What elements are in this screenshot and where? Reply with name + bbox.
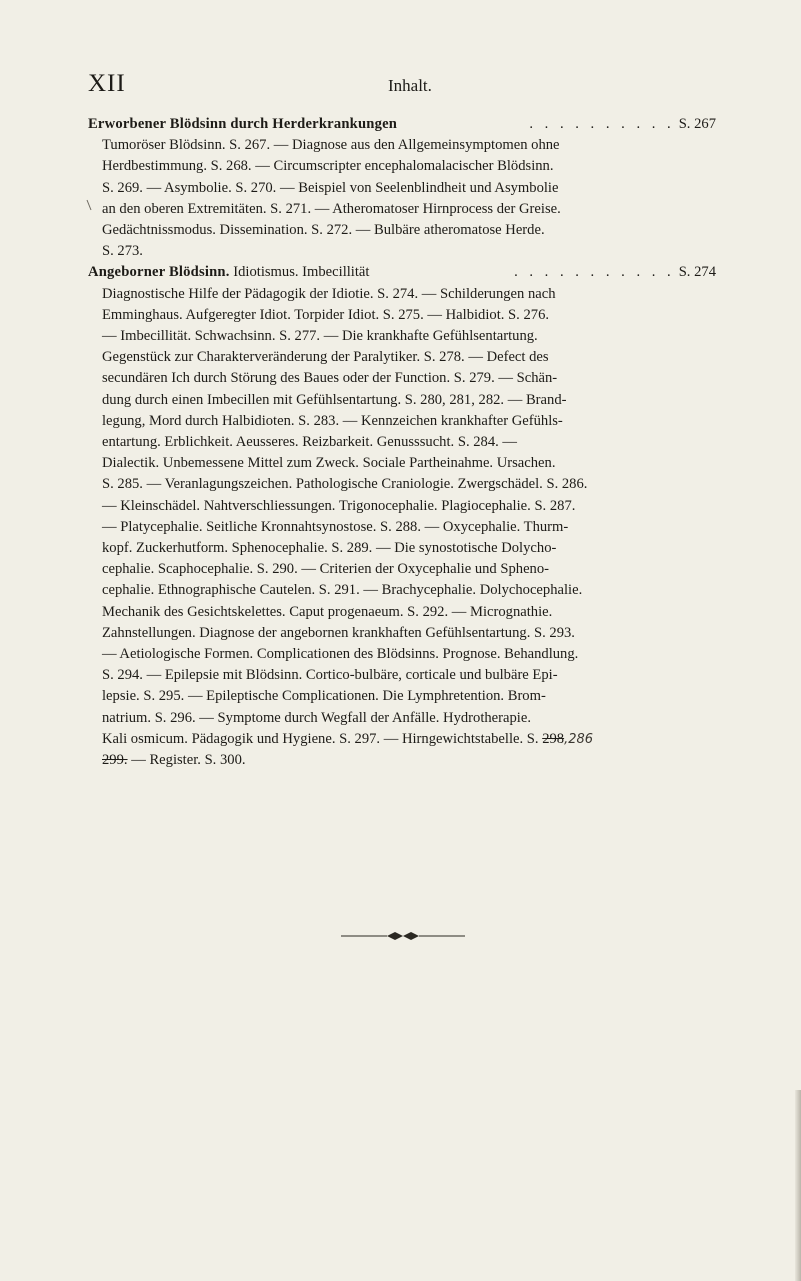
- toc-line: Mechanik des Gesichtskelettes. Caput progenaeum. S. 292. — Micrognathie.: [102, 603, 553, 620]
- toc-line: — Kleinschädel. Nahtverschliessungen. Trigonocephalie. Plagiocephalie. S. 287.: [102, 497, 576, 514]
- toc-line: Diagnostische Hilfe der Pädagogik der Idiotie. S. 274. — Schilderungen nach: [102, 285, 556, 302]
- toc-line-annotated: [102, 729, 716, 750]
- toc-entry-heading-line: [88, 114, 716, 135]
- struck-page-number: 299.: [102, 752, 128, 769]
- toc-entry-page: S. 274: [678, 264, 716, 281]
- toc-entry-heading-group: [88, 262, 369, 283]
- toc-line: — Aetiologische Formen. Complicationen des Blödsinns. Prognose. Behandlung.: [102, 646, 579, 663]
- toc-line: cephalie. Ethnographische Cautelen. S. 291. — Brachycephalie. Dolychocephalie.: [102, 582, 583, 599]
- leader-dots: . . . . . . . . . .: [529, 116, 675, 132]
- toc-line: Gedächtnissmodus. Dissemination. S. 272. — Bulbäre atheromatose Herde.: [102, 222, 545, 239]
- toc-line: cephalie. Scaphocephalie. S. 290. — Criterien der Oxycephalie und Spheno-: [102, 561, 549, 578]
- toc-entry-heading: Erworbener Blödsinn durch Herderkrankungen: [88, 116, 398, 132]
- page-edge-shadow: [795, 1090, 801, 1281]
- toc-line: — Imbecillität. Schwachsinn. S. 277. — Die krankhafte Gefühlsentartung.: [102, 328, 538, 345]
- toc-line: S. 285. — Veranlagungszeichen. Pathologische Craniologie. Zwergschädel. S. 286.: [102, 476, 588, 493]
- handwritten-correction: ,286: [564, 731, 594, 747]
- toc-entry-heading-line: [88, 262, 716, 283]
- toc-line-annotated: [102, 750, 716, 771]
- toc-line: an den oberen Extremitäten. S. 271. — Atheromatoser Hirnprocess der Greise.: [102, 200, 561, 217]
- running-head: [88, 70, 728, 102]
- toc-line: dung durch einen Imbecillen mit Gefühlsentartung. S. 280, 281, 282. — Brand-: [102, 391, 567, 408]
- toc-line: Emminghaus. Aufgeregter Idiot. Torpider Idiot. S. 275. — Halbidiot. S. 276.: [102, 306, 550, 323]
- page-number: XII: [88, 70, 126, 97]
- struck-page-number: 298: [542, 730, 565, 747]
- end-ornament: [341, 927, 465, 939]
- toc-line: Gegenstück zur Charakterveränderung der Paralytiker. S. 278. — Defect des: [102, 349, 549, 366]
- toc-line: S. 269. — Asymbolie. S. 270. — Beispiel von Seelenblindheit und Asymbolie: [102, 179, 559, 196]
- toc-line: natrium. S. 296. — Symptome durch Wegfall der Anfälle. Hydrotherapie.: [102, 709, 531, 726]
- toc-line: secundären Ich durch Störung des Baues oder der Function. S. 279. — Schän-: [102, 370, 558, 387]
- toc-line: lepsie. S. 295. — Epileptische Complicationen. Die Lymphretention. Brom-: [102, 688, 546, 705]
- toc-line: legung, Mord durch Halbidioten. S. 283. — Kennzeichen krankhafter Gefühls-: [102, 412, 563, 429]
- toc-line: S. 273.: [102, 243, 143, 260]
- toc-line: — Platycephalie. Seitliche Kronnahtsynostose. S. 288. — Oxycephalie. Thurm-: [102, 518, 569, 535]
- toc-entry: [88, 114, 716, 262]
- toc-entry-subheading: Idiotismus. Imbecillität: [233, 264, 370, 281]
- toc-line: kopf. Zuckerhutform. Sphenocephalie. S. 289. — Die synostotische Dolycho-: [102, 540, 557, 557]
- toc-line: Zahnstellungen. Diagnose der angebornen krankhaften Gefühlsentartung. S. 293.: [102, 624, 575, 641]
- running-title: Inhalt.: [388, 76, 432, 95]
- toc-entry-heading: Angeborner Blödsinn.: [88, 264, 230, 281]
- toc-line: Dialectik. Unbemessene Mittel zum Zweck. Sociale Partheinahme. Ursachen.: [102, 455, 556, 472]
- leader-dots: . . . . . . . . . . .: [514, 264, 675, 281]
- toc-entry-body: [88, 284, 716, 772]
- toc-line: Herdbestimmung. S. 268. — Circumscripter encephalomalacischer Blödsinn.: [102, 158, 554, 175]
- toc-line: Tumoröser Blödsinn. S. 267. — Diagnose aus den Allgemeinsymptomen ohne: [102, 137, 560, 154]
- toc-line: S. 294. — Epilepsie mit Blödsinn. Cortico-bulbäre, corticale und bulbäre Epi-: [102, 667, 558, 684]
- toc-line-text: — Register. S. 300.: [127, 752, 246, 769]
- toc-entry: [88, 262, 716, 771]
- toc-line-text: Kali osmicum. Pädagogik und Hygiene. S. 297. — Hirngewichtstabelle. S.: [102, 730, 539, 747]
- toc-line: entartung. Erblichkeit. Aeusseres. Reizbarkeit. Genusssucht. S. 284. —: [102, 434, 518, 451]
- toc-entry-page: S. 267: [678, 116, 716, 132]
- table-of-contents: [88, 114, 716, 771]
- toc-entry-body: [88, 135, 716, 262]
